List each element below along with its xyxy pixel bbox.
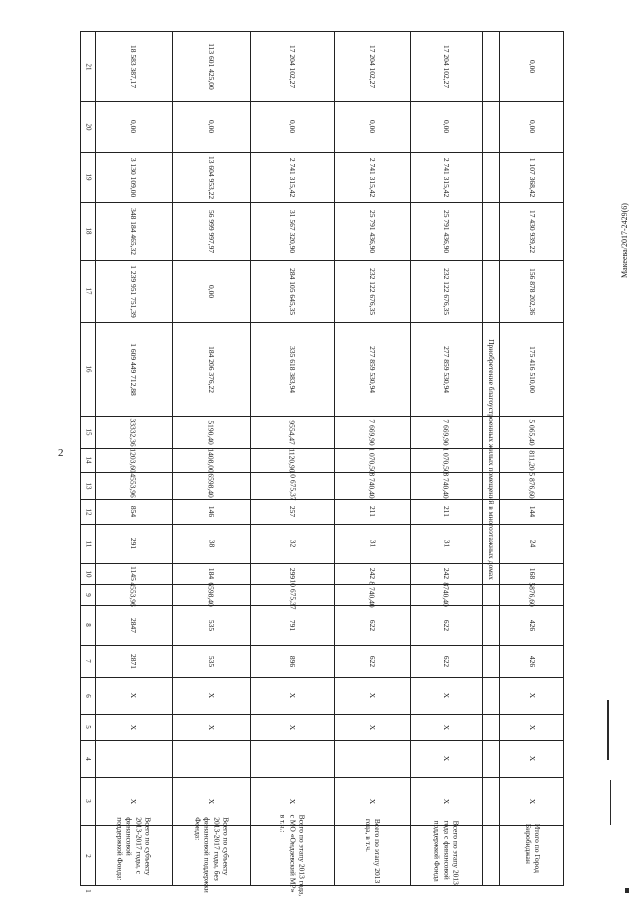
table-cell: 6598,40 — [207, 473, 216, 498]
table-cell: X — [367, 724, 377, 730]
row-label: Всего по субъекту 2013-2017 годы, без финансовой поддержки Фонда: — [193, 817, 231, 894]
table-cell: X — [206, 724, 216, 730]
table-cell: 1 070,50 — [442, 446, 451, 474]
table-cell: 1 070,50 — [368, 446, 377, 474]
table-cell: 1 239 951 751,39 — [129, 264, 138, 318]
table-cell: X — [527, 755, 537, 762]
column-number: 2 — [84, 854, 92, 858]
table-cell: 31 567 320,90 — [288, 209, 297, 253]
table-cell: 348 184 465,32 — [129, 207, 138, 255]
table-cell: 426 — [528, 619, 537, 631]
table-cell: 3 130 109,00 — [129, 157, 138, 197]
table-cell: 184 206 376,22 — [207, 345, 216, 393]
table-cell: 1408,00 — [207, 447, 216, 473]
table-cell: X — [441, 798, 451, 804]
table-cell: 33332,36 — [129, 417, 138, 447]
row-label: Всего по субъекту 2013-2017 годы, с финансовой поддержкой Фонда: — [115, 817, 153, 881]
table-cell: 0,00 — [207, 284, 216, 298]
table-cell: 175 416 510,00 — [528, 345, 537, 393]
column-number: 5 — [84, 725, 92, 729]
table-cell: 1203,60 — [129, 447, 138, 473]
scan-mark — [607, 700, 609, 760]
table-cell: 31 — [368, 539, 377, 548]
table-cell: 13 604 953,22 — [207, 155, 216, 199]
column-number: 6 — [84, 693, 92, 698]
table-cell: 8 740,40 — [368, 472, 377, 499]
table-cell: 9554,47 — [288, 419, 297, 445]
table-cell: 10 675,37 — [288, 579, 297, 610]
table-cell: 535 — [207, 619, 216, 631]
table-cell: 17 204 102,27 — [442, 44, 451, 89]
table-cell: 0,00 — [528, 59, 537, 74]
column-number: 19 — [84, 173, 92, 181]
table-cell: 535 — [207, 655, 216, 667]
table-cell: 2871 — [129, 653, 138, 669]
table-cell: 5 065,40 — [528, 418, 537, 446]
column-number: 8 — [84, 623, 92, 627]
table-cell: X — [441, 692, 451, 699]
column-number: 15 — [84, 428, 92, 436]
table-row — [173, 32, 251, 894]
table-cell: 8 740,40 — [368, 581, 377, 608]
table-cell: 1 107 368,42 — [528, 157, 537, 197]
table-cell — [335, 740, 410, 777]
table-cell: 7 669,90 — [368, 418, 377, 446]
table-cell: 791 — [288, 619, 297, 631]
table-cell: 242 — [442, 567, 451, 580]
row-label: Всего по этапу 2013 года с финансовой поддержкой Фонда — [432, 820, 461, 885]
table-cell: 242 — [368, 567, 377, 580]
table-cell: 4553,96 — [129, 582, 138, 607]
table-row — [95, 32, 173, 885]
table-cell: 184 — [207, 567, 216, 580]
column-number: 3 — [84, 799, 92, 803]
column-number: 9 — [84, 592, 92, 597]
table-row — [335, 32, 411, 885]
table-cell: 144 — [528, 505, 537, 518]
table-cell: 0,00 — [442, 119, 451, 134]
table-cell: 17 430 939,22 — [528, 209, 537, 253]
table-cell: 7 669,90 — [442, 418, 451, 446]
row-label: Всего по этапу 2013 года, с МО «Ондаевский МР» в т.ч.: — [278, 814, 307, 897]
table-cell: 896 — [288, 655, 297, 667]
column-number: 20 — [84, 123, 92, 130]
table-cell: 31 — [442, 539, 451, 548]
table-cell — [251, 740, 334, 777]
table-cell: 10 675,37 — [288, 470, 297, 501]
table-cell: X — [287, 724, 297, 730]
column-number: 12 — [84, 508, 92, 515]
table-cell: 2847 — [129, 617, 138, 633]
table-cell: 25 791 436,90 — [368, 209, 377, 253]
column-number: 1 — [84, 889, 92, 893]
table-cell: 0,00 — [288, 119, 297, 134]
column-number-strip — [81, 32, 96, 893]
table-cell: 622 — [442, 655, 451, 667]
table-cell: 113 601 425,00 — [206, 43, 216, 90]
table-cell: 4553,96 — [129, 473, 138, 498]
column-number: 11 — [84, 540, 92, 547]
column-number: 4 — [84, 756, 92, 761]
table-cell: 426 — [528, 655, 537, 667]
table-cell: 0,00 — [207, 119, 216, 134]
table-cell: 291 — [129, 537, 138, 550]
table-cell: 5190,40 — [207, 419, 216, 445]
column-number: 14 — [84, 456, 92, 464]
table-cell: 277 859 530,94 — [442, 345, 451, 393]
table-cell: 8740,40 — [442, 582, 451, 607]
data-table — [80, 31, 564, 897]
table-cell: 6598,40 — [207, 582, 216, 607]
table-cell: X — [206, 798, 216, 804]
table-cell: X — [128, 692, 138, 699]
table-cell: X — [527, 692, 537, 699]
table-cell: X — [287, 692, 297, 699]
table-cell: 1 609 449 712,88 — [129, 342, 138, 396]
column-number: 21 — [84, 63, 92, 70]
table-cell: 25 791 436,90 — [442, 209, 451, 253]
table-cell: 622 — [442, 619, 451, 631]
column-number: 18 — [84, 227, 92, 235]
table-cell: 17 204 102,27 — [368, 44, 377, 89]
table-cell: 2 741 315,42 — [288, 157, 297, 197]
document-reference: Макеева/2017-2429(6) — [619, 202, 629, 278]
table-cell — [173, 740, 250, 777]
table-cell: X — [206, 692, 216, 699]
table-cell: X — [367, 798, 377, 804]
row-label: Всего по этапу 2013 года, в т.ч. — [363, 818, 382, 883]
table-cell: 18 583 387,17 — [129, 44, 138, 89]
section-heading: Приобретение благоустроенных жилых помещений в многоэтажных домах — [483, 32, 500, 885]
table-cell: 211 — [441, 506, 451, 517]
table-row — [500, 32, 565, 885]
table-cell: 1145 — [128, 566, 138, 581]
table-cell: X — [441, 724, 451, 730]
table-cell: X — [441, 755, 451, 762]
table-cell: X — [287, 798, 297, 804]
table-cell — [95, 740, 172, 777]
column-number: 7 — [84, 659, 92, 663]
column-number: 13 — [84, 482, 92, 489]
table-cell: 17 204 102,27 — [288, 44, 297, 89]
table-cell: 56 999 997,97 — [207, 209, 216, 253]
table-cell: 32 — [288, 539, 297, 548]
table-cell: 232 122 676,35 — [442, 267, 451, 315]
column-number: 10 — [84, 570, 92, 577]
table-cell: 1120,90 — [287, 447, 297, 473]
table-cell: X — [128, 724, 138, 730]
table-cell: 299 — [288, 567, 297, 580]
table-cell: 24 — [528, 539, 537, 548]
table-cell: X — [527, 798, 537, 804]
table-cell: X — [367, 692, 377, 699]
table-cell: 257 — [288, 505, 297, 518]
table-cell: 146 — [207, 505, 216, 518]
table-cell: 335 618 383,94 — [288, 345, 297, 393]
table-cell: 156 878 202,36 — [528, 267, 537, 315]
table-cell: 5 876,60 — [528, 472, 537, 499]
table-cell: 0,00 — [528, 119, 537, 134]
table-cell: 8 740,40 — [442, 472, 451, 499]
table-cell: 854 — [129, 505, 138, 518]
table-cell: 0,00 — [368, 119, 377, 134]
table-cell: 277 859 530,94 — [368, 345, 377, 393]
table-cell: 284 105 645,35 — [288, 267, 297, 315]
scan-mark — [610, 780, 611, 825]
page-number: 2 — [58, 447, 64, 459]
table-cell: X — [128, 798, 138, 804]
row-label: Итого по Город Бирoбиджан — [523, 823, 542, 873]
table-row — [251, 32, 335, 897]
table-cell: 211 — [367, 506, 377, 517]
table-cell: 622 — [368, 619, 377, 631]
table-cell: 0,00 — [129, 119, 138, 134]
table-cell: 2 741 315,42 — [368, 157, 377, 197]
table-cell: 811,20 — [527, 449, 537, 471]
table-cell: X — [527, 724, 537, 730]
table-row — [411, 32, 483, 885]
scan-mark — [625, 888, 629, 893]
column-number: 16 — [84, 365, 92, 373]
table-cell: 232 122 676,35 — [368, 267, 377, 315]
table-cell: 5876,60 — [528, 582, 537, 607]
table-cell: 622 — [368, 655, 377, 667]
table-cell: 2 741 315,42 — [442, 157, 451, 197]
table-cell: 38 — [207, 539, 216, 548]
column-number: 17 — [84, 287, 92, 295]
table-cell: 168 — [528, 567, 537, 580]
